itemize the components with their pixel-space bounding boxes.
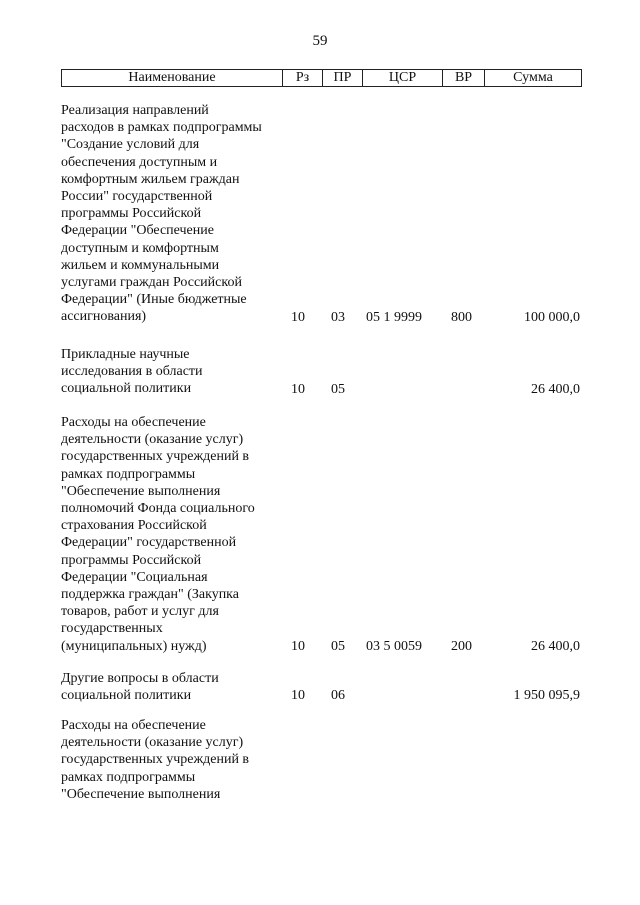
row-sum: 26 400,0 (531, 638, 580, 654)
header-pr: ПР (322, 70, 362, 86)
row-name: Прикладные научные исследования в области социальной политики (61, 347, 203, 397)
row-name: Другие вопросы в области социальной политики (61, 671, 219, 704)
row-pr: 03 (331, 309, 345, 325)
row-vr: 800 (451, 309, 472, 325)
row-name: Реализация направлений расходов в рамках подпрограммы "Создание условий для обеспечения доступным и комфортным жильем граждан России" государственной программы Российской Федерации "Обеспечение доступным и комфортным жильем и коммунальными услугами граждан Российской Федерации" (Иные бюджетные ассигнования) (61, 103, 262, 325)
header-rz: Рз (282, 70, 322, 86)
row-name: Расходы на обеспечение деятельности (оказание услуг) государственных учреждений в рамках подпрограммы "Обеспечение выполнения (61, 718, 250, 802)
table-row (0, 346, 640, 398)
table-row (0, 414, 640, 655)
row-sum: 100 000,0 (524, 309, 580, 325)
table-header (61, 69, 582, 87)
row-sum: 1 950 095,9 (513, 687, 580, 703)
row-name: Расходы на обеспечение деятельности (оказание услуг) государственных учреждений в рамках подпрограммы "Обеспечение выполнения полномочий Фонда социального страхования Российской Федерации" государственной программы Российской Федерации "Социальная поддержка граждан" (Закупка товаров, работ и услуг для государственных (муниципальных) нужд) (61, 415, 255, 654)
header-sum: Сумма (484, 70, 581, 86)
row-sum: 26 400,0 (531, 381, 580, 397)
table-row (0, 670, 640, 704)
table-row (0, 717, 640, 803)
header-name: Наименование (128, 70, 216, 85)
row-rz: 10 (291, 381, 305, 397)
row-pr: 05 (331, 638, 345, 654)
row-rz: 10 (291, 638, 305, 654)
page-number: 59 (312, 33, 328, 49)
row-pr: 06 (331, 687, 345, 703)
row-pr: 05 (331, 381, 345, 397)
row-rz: 10 (291, 309, 305, 325)
row-vr: 200 (451, 638, 472, 654)
row-csr: 05 1 9999 (366, 309, 422, 325)
header-csr: ЦСР (362, 70, 442, 86)
table-row (0, 102, 640, 326)
header-vr: ВР (442, 70, 484, 86)
row-csr: 03 5 0059 (366, 638, 422, 654)
row-rz: 10 (291, 687, 305, 703)
